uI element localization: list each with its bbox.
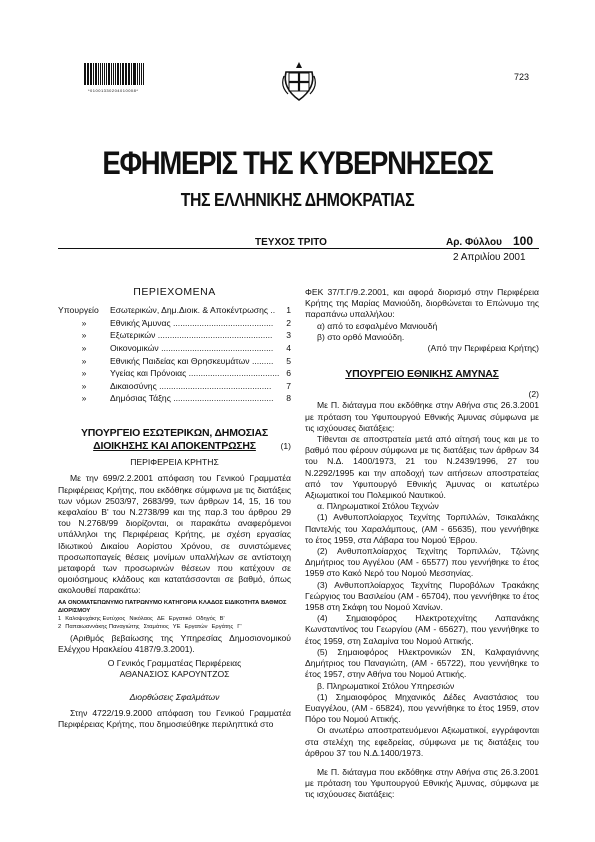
decision-text: Με την 699/2.2.2001 απόφαση του Γενικού Γραμματέα Περιφέρειας Κρήτης, που εκδόθηκε σύμφωνα με τις διατάξεις των νόμων 2503/97, 2683/99, των άρθρων 14, 15, 16 του κεφαλαίου Β' του Ν.2738/99 και της παρ.3 του άρθρου 29 του Ν.2768/99 διορίζονται, οι παρακάτω αναφερόμενοι υπάλληλοι της Περιφέρειας Κρήτης, με σχέση εργασίας Ιδιωτικού Δικαίου Αορίστου Χρόνου, σε συνιστώμενες προσωποπαγείς θέσεις μονίμων υπαλλήλων σε αντίστοιχη μεταφορά των προσωρινών θέσεων που κατέχουν σε ομοιόσημους κλάδους και κατατάσσονται σε βαθμό, όπως ακολουθεί παρακάτω: — [58, 473, 291, 596]
greek-emblem-icon — [280, 60, 318, 102]
decision-number: (2) — [528, 389, 539, 400]
list-item: » Εθνικής Άμυνας .......................................... 2 — [81, 317, 291, 328]
corrections-title: Διορθώσεις Σφαλμάτων — [129, 692, 220, 703]
region-heading: ΠΕΡΙΦΕΡΕΙΑ ΚΡΗΤΗΣ — [130, 457, 219, 468]
correction-to: β) στο ορθό Μανιούδη. — [317, 331, 405, 342]
list-item: » Οικονομικών ............................................... 4 — [81, 342, 291, 353]
decision-number: (1) — [280, 440, 291, 451]
correction-continued: ΦΕΚ 37/Τ.Γ/9.2.2001, και αφορά διορισμό στην Περιφέρεια Κρήτης της Μαρίας Μανιούδη, διορθώνεται το Επώνυμο της παραπάνω υπαλλήλου: — [305, 287, 539, 320]
list-item: (1) Ανθυποπλοίαρχος Τεχνίτης Τορπιλλών, Τσικαλάκης Παντελής του Χαραλάμπους, (ΑΜ - 65635), που γεννήθηκε το έτος 1959, στα Λάβαρα του Νομού Έβρου. — [305, 512, 539, 545]
subheading-b: β. Πληρωματικοί Στόλου Υπηρεσιών — [317, 680, 455, 691]
page-number: 723 — [514, 72, 530, 82]
list-item: (4) Σημαιοφόρος Ηλεκτροτεχνίτης Λαπανάκης Κωνσταντίνος του Γεωργίου (ΑΜ - 65627), που γεννήθηκε το έτος 1959, στη Σαλαμίνα του Νομού Αττικής. — [305, 613, 539, 646]
list-item: » Δικαιοσύνης ............................................... 7 — [81, 380, 291, 391]
contents-title: ΠΕΡΙΕΧΟΜΕΝΑ — [133, 286, 216, 298]
ministry-heading-line1: ΥΠΟΥΡΓΕΙΟ ΕΣΩΤΕΡΙΚΩΝ, ΔΗΜΟΣΙΑΣ — [80, 426, 269, 439]
appointees-table — [58, 599, 291, 631]
list-item: (3) Ανθυποπλοίαρχος Τεχνίτης Πυροβόλων Τρακάκης Γεώργιος του Βασιλείου (ΑΜ - 65704), που γεννήθηκε το έτος 1958 στη Σκάφη του Νομού Χανίων. — [305, 579, 539, 613]
table-of-contents — [58, 304, 291, 405]
list-item: (5) Σημαιοφόρος Ηλεκτρονικών ΣΝ, Καλφαγιάννης Δημήτριος του Παναγιώτη, (ΑΜ - 65722), που γεννήθηκε το έτος 1957, στην Αθήνα του Νομού Αττικής. — [305, 646, 539, 680]
audit-reference: (Αριθμός βεβαίωσης της Υπηρεσίας Δημοσιονομικού Ελέγχου Ηρακλείου 4187/9.3.2001). — [58, 632, 291, 654]
issue-date: 2 Απριλίου 2001 — [453, 252, 526, 263]
barcode-number: *01001330204010008* — [88, 88, 139, 93]
subheading-a: α. Πληρωματικοί Στόλου Τεχνών — [317, 501, 439, 512]
ministry-heading-line2: ΔΙΟΙΚΗΣΗΣ ΚΑΙ ΑΠΟΚΕΝΤΡΩΣΗΣ — [93, 439, 256, 452]
left-column — [58, 287, 291, 730]
gazette-title: ΕΦΗΜΕΡΙΣ ΤΗΣ ΚΥΒΕΡΝΗΣΕΩΣ — [102, 145, 493, 181]
decree-intro-2: Με Π. διάταγμα που εκδόθηκε στην Αθήνα στις 26.3.2001 με πρόταση του Υφυπουργού Εθνικής Άμυνας, σύμφωνα με τις ισχύουσες διατάξεις: — [305, 766, 539, 800]
list-item: Υπουργείο Εσωτερικών, Δημ.Διοικ. & Αποκέντρωσης .. 1 — [58, 305, 291, 316]
reserve-text: Οι ανωτέρω αποστρατευόμενοι Αξιωματικοί, εγγράφονται στα στελέχη της εφεδρείας, σύμφωνα με τις διατάξεις του άρθρου 37 του Ν.Δ.1400/1973. — [305, 725, 539, 758]
correction-from: α) από το εσφαλμένο Μανιουδή — [317, 320, 438, 331]
retirement-text: Τίθενται σε αποστρατεία μετά από αίτησή τους και με το βαθμό που φέρουν σύμφωνα με τις διατάξεις των άρθρων 34 του Ν.Δ. 1400/1973, 21 του Ν.2439/1996, 27 του Ν.2292/1995 και την αποδοχή των αιτήσεων αποστρατείας από τον Υφυπουργό Εθνικής Άμυνας οι κατωτέρω Αξιωματικοί του Πολεμικού Ναυτικού. — [305, 434, 539, 501]
source-region: (Από την Περιφέρεια Κρήτης) — [427, 343, 539, 354]
ministry-heading: ΥΠΟΥΡΓΕΙΟ ΕΘΝΙΚΗΣ ΑΜΥΝΑΣ — [345, 368, 499, 381]
barcode — [84, 63, 144, 85]
list-item: » Δημόσιας Τάξης .......................................... 8 — [81, 393, 291, 404]
signer-name: ΑΘΑΝΑΣΙΟΣ ΚΑΡΟΥΝΤΖΟΣ — [119, 669, 230, 680]
table-row: 2 Παπαιωαννάκης Παναγιώτης Σταμάτιος ΥΕ Εργατών Εργάτης Γ' — [58, 623, 242, 630]
correction-text: Στην 4722/19.9.2000 απόφαση του Γενικού Γραμματέα Περιφέρειας Κρήτης, που δημοσιεύθηκε περιληπτικά στο — [58, 707, 291, 729]
header-divider — [58, 248, 539, 249]
sheet-number: 100 — [513, 234, 534, 248]
list-item: » Υγείας και Πρόνοιας ...................................... 6 — [81, 368, 291, 379]
table-row: 1 Καλοψυχάκης Ευτύχιος Νικόλαος ΔΕ Εργατικό Οδηγός Β' — [58, 615, 225, 622]
signer-role: Ο Γενικός Γραμματέας Περιφέρειας — [107, 658, 242, 668]
right-column — [305, 287, 539, 801]
list-item: (1) Σημαιοφόρος Μηχανικός Δέδες Αναστάσιος του Ευαγγέλου, (ΑΜ - 65824), που γεννήθηκε το έτος 1959, στον Πόρο του Νομού Αττικής. — [305, 691, 539, 725]
table-header: ΑΑ ΟΝΟΜΑΤΕΠΩΝΥΜΟ ΠΑΤΡΩΝΥΜΟ ΚΑΤΗΓΟΡΙΑ ΚΛΑΔΟΣ ΕΙΔΙΚΟΤΗΤΑ ΒΑΘΜΟΣ ΔΙΟΡΙΣΜΟΥ — [58, 599, 287, 614]
sheet-label: Αρ. Φύλλου — [446, 237, 502, 248]
list-item: (2) Ανθυποπλοίαρχος Τεχνίτης Τορπιλλών, Τζώνης Δημήτριος του Αγγέλου (ΑΜ - 65577) που γεννήθηκε το έτος 1959 στο Κακό Νερό του Νομού Μεσσηνίας. — [305, 546, 539, 579]
gazette-subtitle: ΤΗΣ ΕΛΛΗΝΙΚΗΣ ΔΗΜΟΚΡΑΤΙΑΣ — [180, 190, 415, 210]
list-item: » Εθνικής Παιδείας και Θρησκευμάτων ......... 5 — [81, 355, 291, 366]
list-item: » Εξωτερικών ................................................ 3 — [81, 330, 291, 341]
issue-type: ΤΕΥΧΟΣ ΤΡΙΤΟ — [255, 237, 327, 248]
decree-intro: Με Π. διάταγμα που εκδόθηκε στην Αθήνα στις 26.3.2001 με πρόταση του Υφυπουργού Εθνικής Άμυνας σύμφωνα με τις ισχύουσες διατάξεις: — [305, 400, 539, 433]
